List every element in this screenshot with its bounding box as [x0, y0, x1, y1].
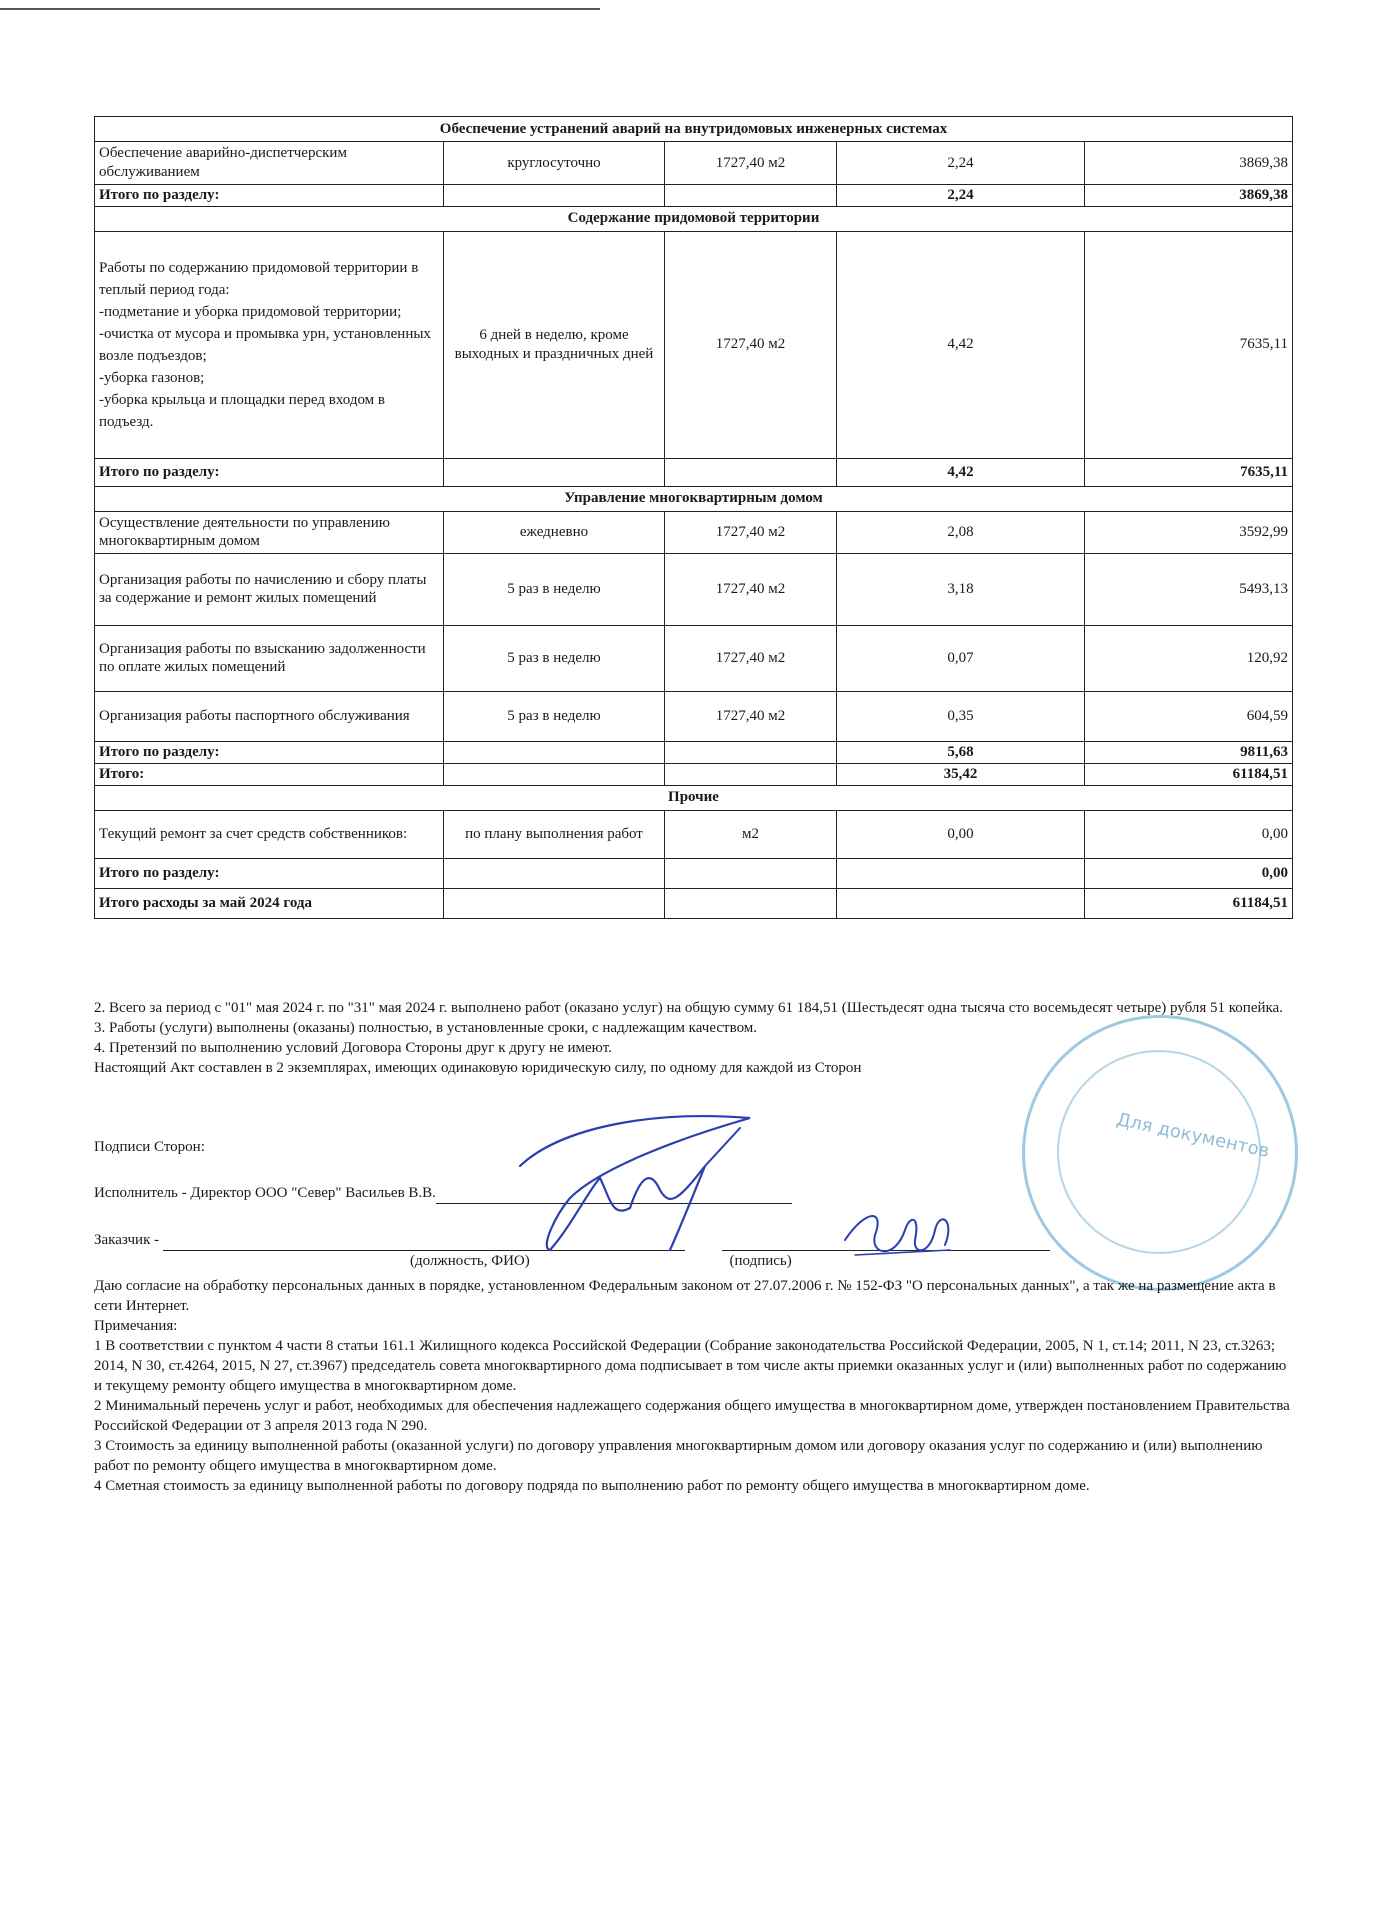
consent-text: Даю согласие на обработку персональных данных в порядке, установленном Федеральным законом от 27.07.2006 г. № 152-ФЗ "О персональных данных", а так же на размещение акта в сети Интернет.	[94, 1278, 1276, 1314]
service-frequency: по плану выполнения работ	[444, 810, 665, 858]
subtotal-amount: 7635,11	[1085, 458, 1293, 486]
service-area: 1727,40 м2	[665, 625, 837, 691]
table-row	[95, 142, 1293, 185]
service-frequency: 5 раз в неделю	[444, 553, 665, 625]
service-name: Обеспечение аварийно-диспетчерским обслуживанием	[95, 142, 444, 185]
service-area: 1727,40 м2	[665, 142, 837, 185]
service-amount: 3592,99	[1085, 511, 1293, 553]
service-rate: 2,24	[837, 142, 1085, 185]
notes-heading: Примечания:	[94, 1318, 178, 1334]
signature-caption: (подпись)	[729, 1253, 792, 1269]
paragraph-copies: Настоящий Акт составлен в 2 экземплярах, имеющих одинаковую юридическую силу, по одному для каждой из Сторон	[94, 1060, 862, 1076]
total-row	[95, 763, 1293, 785]
section-header	[95, 785, 1293, 810]
service-name: Текущий ремонт за счет средств собственников:	[95, 810, 444, 858]
service-amount: 7635,11	[1085, 231, 1293, 458]
table-row	[95, 625, 1293, 691]
paragraph-quality: 3. Работы (услуги) выполнены (оказаны) полностью, в установленные сроки, с надлежащим качеством.	[94, 1020, 758, 1036]
position-caption: (должность, ФИО)	[410, 1253, 530, 1269]
service-area: 1727,40 м2	[665, 553, 837, 625]
subtotal-row	[95, 458, 1293, 486]
table-row	[95, 810, 1293, 858]
section-header	[95, 486, 1293, 511]
section-header	[95, 117, 1293, 142]
subtotal-label: Итого по разделу:	[95, 185, 444, 207]
service-frequency: круглосуточно	[444, 142, 665, 185]
paragraph-total-sum: 2. Всего за период с "01" мая 2024 г. по "31" мая 2024 г. выполнено работ (оказано услуг) на общую сумму 61 184,51 (Шестьдесят одна тысяча сто восемьдесят четыре) рубля 51 копейка.	[94, 1000, 1283, 1016]
table-row	[95, 691, 1293, 741]
service-name: Организация работы по взысканию задолженности по оплате жилых помещений	[95, 625, 444, 691]
subtotal-label: Итого по разделу:	[95, 858, 444, 888]
grand-total-amount: 61184,51	[1085, 888, 1293, 918]
paragraph-claims: 4. Претензий по выполнению условий Договора Стороны друг к другу не имеют.	[94, 1040, 612, 1056]
subtotal-amount: 0,00	[1085, 858, 1293, 888]
section-title: Обеспечение устранений аварий на внутридомовых инженерных системах	[95, 117, 1293, 142]
table-row	[95, 231, 1293, 458]
service-rate: 0,35	[837, 691, 1085, 741]
subtotal-label: Итого по разделу:	[95, 458, 444, 486]
subtotal-rate: 2,24	[837, 185, 1085, 207]
note-item: 3 Стоимость за единицу выполненной работы (оказанной услуги) по договору управления многоквартирным домом или договору оказания услуг по содержанию и (или) выполнению работ по ремонту общего имущества в многоквартирном доме.	[94, 1438, 1263, 1474]
total-amount: 61184,51	[1085, 763, 1293, 785]
note-item: 1 В соответствии с пунктом 4 части 8 статьи 161.1 Жилищного кодекса Российской Федерации (Собрание законодательства Российской Федерации, 2005, N 1, ст.14; 2011, N 23, ст.3263; 2014, N 30, ст.4264, 2015, N 27, ст.3967) председатель совета многоквартирного дома подписывает в том числе акты приемки оказанных услуг и (или) выполненных работ по содержанию и текущему ремонту общего имущества в многоквартирном доме.	[94, 1338, 1287, 1394]
services-table	[94, 116, 1293, 919]
service-area: 1727,40 м2	[665, 511, 837, 553]
subtotal-row	[95, 185, 1293, 207]
subtotal-row	[95, 858, 1293, 888]
section-title: Содержание придомовой территории	[95, 206, 1293, 231]
consent-and-notes	[94, 1276, 1294, 1496]
table-row	[95, 511, 1293, 553]
table-row	[95, 553, 1293, 625]
service-amount: 0,00	[1085, 810, 1293, 858]
subtotal-amount: 9811,63	[1085, 741, 1293, 763]
service-area: 1727,40 м2	[665, 231, 837, 458]
note-item: 2 Минимальный перечень услуг и работ, необходимых для обеспечения надлежащего содержания общего имущества в многоквартирном доме, утвержден постановлением Правительства Российской Федерации от 3 апреля 2013 года N 290.	[94, 1398, 1290, 1434]
section-title: Управление многоквартирным домом	[95, 486, 1293, 511]
subtotal-label: Итого по разделу:	[95, 741, 444, 763]
subtotal-rate: 5,68	[837, 741, 1085, 763]
service-name: Организация работы по начислению и сбору платы за содержание и ремонт жилых помещений	[95, 553, 444, 625]
service-name: Работы по содержанию придомовой территории в теплый период года: -подметание и уборка придомовой территории; -очистка от мусора и промывка урн, установленных возле подъездов; -уборка газонов; -уборка крыльца и площадки перед входом в подъезд.	[95, 231, 444, 458]
service-rate: 3,18	[837, 553, 1085, 625]
service-rate: 0,00	[837, 810, 1085, 858]
service-rate: 4,42	[837, 231, 1085, 458]
total-rate: 35,42	[837, 763, 1085, 785]
service-rate: 0,07	[837, 625, 1085, 691]
service-name: Осуществление деятельности по управлению многоквартирным домом	[95, 511, 444, 553]
grand-total-row	[95, 888, 1293, 918]
executor-label: Исполнитель - Директор ООО "Север" Васильев В.В.	[94, 1185, 436, 1201]
service-amount: 5493,13	[1085, 553, 1293, 625]
total-label: Итого:	[95, 763, 444, 785]
service-frequency: 5 раз в неделю	[444, 691, 665, 741]
scan-top-line	[0, 8, 600, 10]
service-amount: 120,92	[1085, 625, 1293, 691]
subtotal-amount: 3869,38	[1085, 185, 1293, 207]
service-amount: 3869,38	[1085, 142, 1293, 185]
service-frequency: 6 дней в неделю, кроме выходных и праздничных дней	[444, 231, 665, 458]
stamp-text: Для документов	[1114, 1109, 1272, 1162]
customer-signature	[835, 1200, 965, 1270]
service-area: м2	[665, 810, 837, 858]
service-frequency: ежедневно	[444, 511, 665, 553]
service-area: 1727,40 м2	[665, 691, 837, 741]
service-name: Организация работы паспортного обслуживания	[95, 691, 444, 741]
section-title: Прочие	[95, 785, 1293, 810]
signatures-heading: Подписи Сторон:	[94, 1139, 205, 1155]
customer-label: Заказчик -	[94, 1232, 160, 1248]
section-header	[95, 206, 1293, 231]
note-item: 4 Сметная стоимость за единицу выполненной работы по договору подряда по выполнению работ по ремонту общего имущества в многоквартирном доме.	[94, 1478, 1090, 1494]
subtotal-row	[95, 741, 1293, 763]
service-rate: 2,08	[837, 511, 1085, 553]
service-amount: 604,59	[1085, 691, 1293, 741]
act-paragraphs	[94, 998, 1294, 1078]
grand-total-label: Итого расходы за май 2024 года	[95, 888, 444, 918]
service-frequency: 5 раз в неделю	[444, 625, 665, 691]
executor-signature	[500, 1108, 790, 1258]
subtotal-rate: 4,42	[837, 458, 1085, 486]
